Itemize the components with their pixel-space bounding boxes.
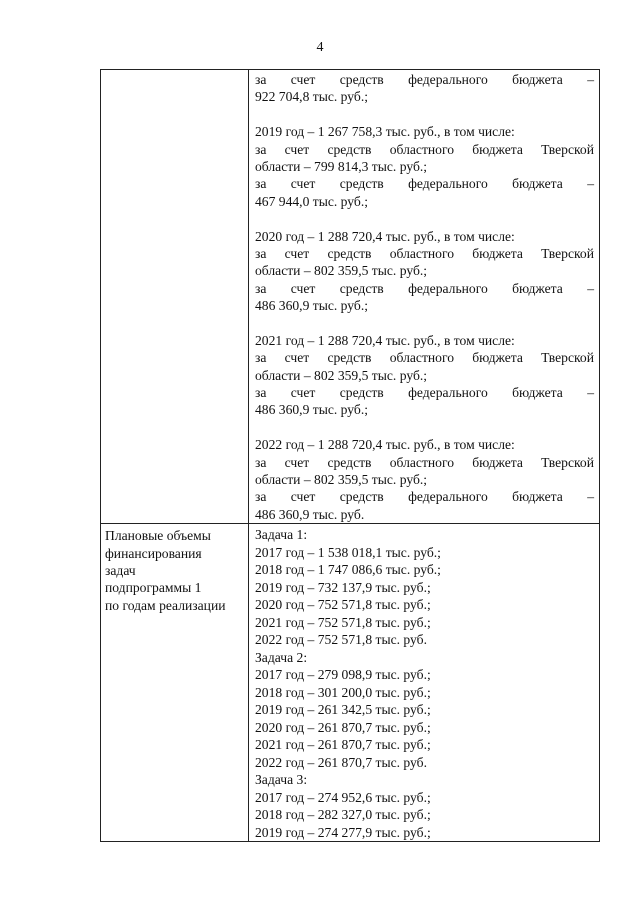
text-line: области – 799 814,3 тыс. руб.; (255, 158, 428, 174)
text-line: за счет средств федерального бюджета – (255, 176, 594, 192)
empty-label-cell (101, 70, 249, 524)
text-line: Задача 2: (255, 649, 308, 665)
text-line: 486 360,9 тыс. руб.; (255, 402, 369, 418)
label-line: задач (105, 562, 136, 578)
task-volumes-label-cell (101, 524, 249, 842)
text-line: 2017 год – 274 952,6 тыс. руб.; (255, 789, 431, 805)
paragraph-gap (255, 106, 594, 123)
page-number: 4 (316, 40, 324, 55)
label-line: Плановые объемы (105, 528, 211, 544)
text-line: области – 802 359,5 тыс. руб.; (255, 367, 428, 383)
text-line: за счет средств областного бюджета Тверской (255, 245, 594, 261)
text-line: за счет средств федерального бюджета – (255, 385, 594, 401)
label-line: подпрограммы 1 (105, 580, 202, 596)
text-line: 2019 год – 261 342,5 тыс. руб.; (255, 702, 431, 718)
text-line: 2017 год – 279 098,9 тыс. руб.; (255, 667, 431, 683)
text-line: 2020 год – 261 870,7 тыс. руб.; (255, 719, 431, 735)
text-line: за счет средств федерального бюджета – (255, 489, 594, 505)
table-row-task-volumes (101, 524, 600, 842)
text-line: 2021 год – 261 870,7 тыс. руб.; (255, 737, 431, 753)
text-line: за счет средств федерального бюджета – (255, 280, 594, 296)
text-line: 2018 год – 282 327,0 тыс. руб.; (255, 807, 431, 823)
text-line: 922 704,8 тыс. руб.; (255, 89, 369, 105)
text-line: Задача 1: (255, 527, 308, 543)
paragraph-gap (255, 419, 594, 436)
text-line: 2022 год – 752 571,8 тыс. руб. (255, 632, 427, 648)
task-volumes-cell (249, 524, 600, 842)
text-line: 2019 год – 274 277,9 тыс. руб.; (255, 824, 431, 840)
text-line: 2022 год – 1 288 720,4 тыс. руб., в том числе: (255, 437, 515, 453)
financing-table (100, 69, 600, 842)
text-line: 2022 год – 261 870,7 тыс. руб. (255, 754, 427, 770)
text-line: 2019 год – 1 267 758,3 тыс. руб., в том числе: (255, 124, 515, 140)
text-line: за счет средств областного бюджета Тверской (255, 454, 594, 470)
text-line: 2021 год – 1 288 720,4 тыс. руб., в том числе: (255, 332, 515, 348)
paragraph-gap (255, 210, 594, 227)
paragraph-gap (255, 314, 594, 331)
label-line: по годам реализации (105, 597, 226, 613)
text-line: 2018 год – 1 747 086,6 тыс. руб.; (255, 562, 441, 578)
text-line: за счет средств федерального бюджета – (255, 72, 594, 87)
text-line: 2019 год – 732 137,9 тыс. руб.; (255, 579, 431, 595)
text-line: 467 944,0 тыс. руб.; (255, 193, 369, 209)
text-line: 486 360,9 тыс. руб.; (255, 298, 369, 314)
text-line: 2021 год – 752 571,8 тыс. руб.; (255, 614, 431, 630)
text-line: 2018 год – 301 200,0 тыс. руб.; (255, 684, 431, 700)
label-line: финансирования (105, 545, 202, 561)
text-line: области – 802 359,5 тыс. руб.; (255, 263, 428, 279)
budget-sources-cell (249, 70, 600, 524)
text-line: 486 360,9 тыс. руб. (255, 506, 365, 522)
text-line: области – 802 359,5 тыс. руб.; (255, 471, 428, 487)
text-line: за счет средств областного бюджета Тверской (255, 350, 594, 366)
text-line: Задача 3: (255, 772, 308, 788)
text-line: 2017 год – 1 538 018,1 тыс. руб.; (255, 544, 441, 560)
text-line: 2020 год – 752 571,8 тыс. руб.; (255, 597, 431, 613)
text-line: за счет средств областного бюджета Тверской (255, 141, 594, 157)
text-line: 2020 год – 1 288 720,4 тыс. руб., в том числе: (255, 228, 515, 244)
table-row-budget-sources (101, 70, 600, 524)
